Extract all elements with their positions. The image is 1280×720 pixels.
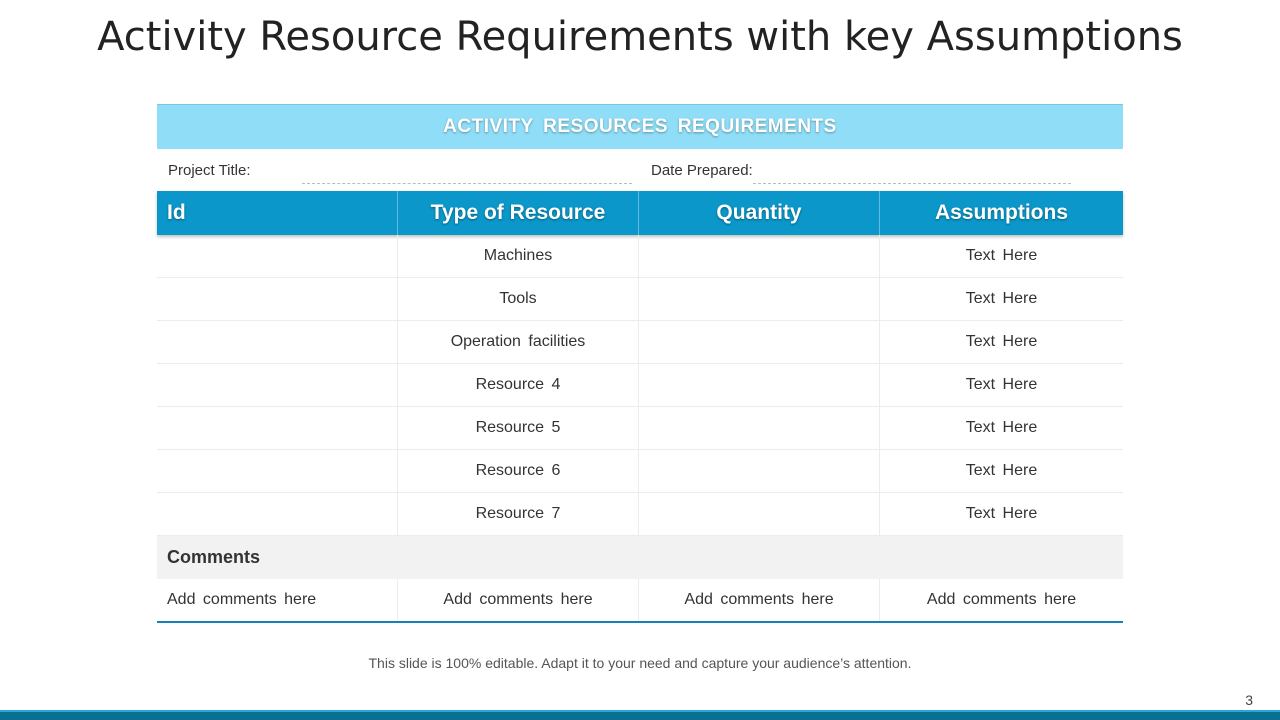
- cell-assumption[interactable]: Text Here: [965, 462, 1038, 479]
- page-number: 3: [1245, 692, 1253, 708]
- cell-assumption[interactable]: Text Here: [965, 290, 1038, 307]
- comments-row: [157, 579, 1123, 623]
- date-prepared-field[interactable]: [753, 183, 1071, 184]
- cell-type[interactable]: Tools: [398, 278, 639, 320]
- cell-assumption[interactable]: Text Here: [965, 247, 1038, 264]
- header-type-of-resource: Type of Resource: [398, 191, 639, 235]
- cell-id[interactable]: [157, 407, 398, 449]
- cell-quantity[interactable]: [639, 235, 880, 277]
- project-title-field[interactable]: [302, 183, 632, 184]
- comment-cell[interactable]: Add comments here: [639, 579, 880, 621]
- table-row: [157, 450, 1123, 493]
- cell-quantity[interactable]: [639, 450, 880, 492]
- resource-requirements-table: [157, 104, 1123, 623]
- footer-note: This slide is 100% editable. Adapt it to your need and capture your audience’s attention.: [368, 655, 912, 671]
- header-assumptions: Assumptions: [934, 201, 1068, 224]
- header-id: Id: [157, 191, 398, 235]
- table-row: [157, 278, 1123, 321]
- comment-cell[interactable]: Add comments here: [926, 591, 1077, 608]
- cell-assumption[interactable]: Text Here: [965, 419, 1038, 436]
- cell-assumption[interactable]: Text Here: [965, 333, 1038, 350]
- comment-cell[interactable]: Add comments here: [157, 579, 398, 621]
- cell-type[interactable]: Resource 4: [398, 364, 639, 406]
- bottom-accent-bar: [0, 710, 1280, 720]
- cell-quantity[interactable]: [639, 278, 880, 320]
- cell-type[interactable]: Machines: [398, 235, 639, 277]
- comments-heading: Comments: [157, 536, 1123, 579]
- cell-quantity[interactable]: [639, 364, 880, 406]
- project-title-label: Project Title:: [168, 162, 251, 179]
- meta-row: [157, 149, 1123, 191]
- table-row: [157, 364, 1123, 407]
- cell-id[interactable]: [157, 235, 398, 277]
- slide-title: Activity Resource Requirements with key Assumptions: [97, 14, 1183, 60]
- cell-type[interactable]: Resource 7: [398, 493, 639, 535]
- cell-id[interactable]: [157, 321, 398, 363]
- date-prepared-label: Date Prepared:: [651, 162, 753, 179]
- table-row: [157, 493, 1123, 536]
- cell-type[interactable]: Resource 6: [398, 450, 639, 492]
- cell-type[interactable]: Resource 5: [398, 407, 639, 449]
- header-quantity: Quantity: [639, 191, 880, 235]
- cell-id[interactable]: [157, 364, 398, 406]
- cell-id[interactable]: [157, 493, 398, 535]
- cell-id[interactable]: [157, 278, 398, 320]
- cell-quantity[interactable]: [639, 493, 880, 535]
- table-header: [157, 191, 1123, 235]
- cell-assumption[interactable]: Text Here: [965, 505, 1038, 522]
- table-row: [157, 321, 1123, 364]
- cell-type[interactable]: Operation facilities: [398, 321, 639, 363]
- comment-cell[interactable]: Add comments here: [398, 579, 639, 621]
- cell-quantity[interactable]: [639, 407, 880, 449]
- cell-assumption[interactable]: Text Here: [965, 376, 1038, 393]
- table-row: [157, 407, 1123, 450]
- cell-quantity[interactable]: [639, 321, 880, 363]
- cell-id[interactable]: [157, 450, 398, 492]
- table-row: [157, 235, 1123, 278]
- table-banner: ACTIVITY RESOURCES REQUIREMENTS: [157, 104, 1123, 149]
